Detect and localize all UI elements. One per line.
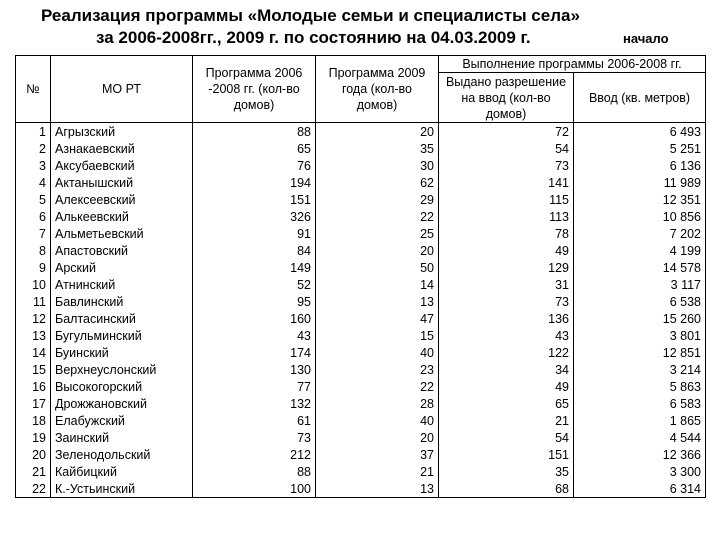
row-permits: 54 bbox=[439, 429, 574, 446]
row-input: 15 260 bbox=[574, 310, 706, 327]
row-program-2009: 29 bbox=[316, 191, 439, 208]
row-number: 22 bbox=[16, 480, 51, 498]
row-number: 10 bbox=[16, 276, 51, 293]
table-row bbox=[16, 276, 706, 293]
row-program-2006: 160 bbox=[193, 310, 316, 327]
row-program-2009: 50 bbox=[316, 259, 439, 276]
row-permits: 122 bbox=[439, 344, 574, 361]
row-number: 16 bbox=[16, 378, 51, 395]
row-permits: 49 bbox=[439, 378, 574, 395]
row-input: 1 865 bbox=[574, 412, 706, 429]
table-row bbox=[16, 463, 706, 480]
row-input: 3 214 bbox=[574, 361, 706, 378]
row-municipality: Елабужский bbox=[51, 412, 193, 429]
table-row bbox=[16, 412, 706, 429]
row-program-2009: 62 bbox=[316, 174, 439, 191]
table-row bbox=[16, 157, 706, 174]
row-program-2009: 20 bbox=[316, 123, 439, 141]
header-permits: Выдано разрешение на ввод (кол-во домов) bbox=[439, 73, 574, 123]
row-program-2009: 20 bbox=[316, 429, 439, 446]
table-row bbox=[16, 378, 706, 395]
row-municipality: Актанышский bbox=[51, 174, 193, 191]
row-municipality: Азнакаевский bbox=[51, 140, 193, 157]
header-number: № bbox=[16, 56, 51, 123]
row-program-2006: 132 bbox=[193, 395, 316, 412]
table-body bbox=[16, 123, 706, 498]
row-municipality: Бугульминский bbox=[51, 327, 193, 344]
row-input: 5 863 bbox=[574, 378, 706, 395]
row-number: 17 bbox=[16, 395, 51, 412]
row-permits: 141 bbox=[439, 174, 574, 191]
row-input: 6 538 bbox=[574, 293, 706, 310]
row-number: 8 bbox=[16, 242, 51, 259]
row-program-2009: 25 bbox=[316, 225, 439, 242]
row-program-2006: 130 bbox=[193, 361, 316, 378]
row-program-2006: 149 bbox=[193, 259, 316, 276]
row-program-2006: 76 bbox=[193, 157, 316, 174]
row-number: 19 bbox=[16, 429, 51, 446]
row-program-2006: 326 bbox=[193, 208, 316, 225]
header-mo: МО РТ bbox=[51, 56, 193, 123]
row-input: 10 856 bbox=[574, 208, 706, 225]
header-program-2009: Программа 2009 года (кол-во домов) bbox=[316, 56, 439, 123]
row-program-2009: 30 bbox=[316, 157, 439, 174]
table-row bbox=[16, 429, 706, 446]
row-program-2009: 37 bbox=[316, 446, 439, 463]
results-table bbox=[15, 55, 706, 498]
page-title: Реализация программы «Молодые семьи и специалисты села» bbox=[41, 6, 580, 25]
row-input: 5 251 bbox=[574, 140, 706, 157]
row-number: 4 bbox=[16, 174, 51, 191]
table-row bbox=[16, 480, 706, 498]
row-permits: 73 bbox=[439, 157, 574, 174]
row-program-2009: 35 bbox=[316, 140, 439, 157]
row-number: 20 bbox=[16, 446, 51, 463]
row-number: 18 bbox=[16, 412, 51, 429]
row-number: 3 bbox=[16, 157, 51, 174]
row-input: 3 117 bbox=[574, 276, 706, 293]
row-number: 21 bbox=[16, 463, 51, 480]
row-input: 14 578 bbox=[574, 259, 706, 276]
row-program-2009: 14 bbox=[316, 276, 439, 293]
row-program-2006: 61 bbox=[193, 412, 316, 429]
table-row bbox=[16, 123, 706, 141]
table-row bbox=[16, 225, 706, 242]
row-program-2009: 21 bbox=[316, 463, 439, 480]
row-permits: 31 bbox=[439, 276, 574, 293]
row-municipality: Кайбицкий bbox=[51, 463, 193, 480]
row-program-2009: 40 bbox=[316, 344, 439, 361]
row-municipality: Агрызский bbox=[51, 123, 193, 141]
row-number: 7 bbox=[16, 225, 51, 242]
table-row bbox=[16, 344, 706, 361]
row-municipality: Алексеевский bbox=[51, 191, 193, 208]
table-row bbox=[16, 361, 706, 378]
row-municipality: Балтасинский bbox=[51, 310, 193, 327]
table-row bbox=[16, 446, 706, 463]
row-input: 3 801 bbox=[574, 327, 706, 344]
page-subtitle: за 2006-2008гг., 2009 г. по состоянию на 04.03.2009 г. bbox=[96, 28, 531, 47]
row-input: 3 300 bbox=[574, 463, 706, 480]
row-input: 12 851 bbox=[574, 344, 706, 361]
row-permits: 129 bbox=[439, 259, 574, 276]
row-municipality: Апастовский bbox=[51, 242, 193, 259]
row-permits: 54 bbox=[439, 140, 574, 157]
row-input: 4 544 bbox=[574, 429, 706, 446]
row-program-2009: 22 bbox=[316, 378, 439, 395]
header-execution: Выполнение программы 2006-2008 гг. bbox=[439, 56, 706, 73]
header-program-2006: Программа 2006 -2008 гг. (кол-во домов) bbox=[193, 56, 316, 123]
row-municipality: Зеленодольский bbox=[51, 446, 193, 463]
table-row bbox=[16, 293, 706, 310]
row-permits: 136 bbox=[439, 310, 574, 327]
row-permits: 49 bbox=[439, 242, 574, 259]
row-municipality: Буинский bbox=[51, 344, 193, 361]
row-program-2009: 23 bbox=[316, 361, 439, 378]
row-input: 12 351 bbox=[574, 191, 706, 208]
row-program-2006: 77 bbox=[193, 378, 316, 395]
row-number: 6 bbox=[16, 208, 51, 225]
row-program-2006: 91 bbox=[193, 225, 316, 242]
row-program-2006: 212 bbox=[193, 446, 316, 463]
row-permits: 68 bbox=[439, 480, 574, 498]
row-input: 6 314 bbox=[574, 480, 706, 498]
row-program-2009: 47 bbox=[316, 310, 439, 327]
row-permits: 78 bbox=[439, 225, 574, 242]
row-program-2006: 88 bbox=[193, 123, 316, 141]
row-input: 4 199 bbox=[574, 242, 706, 259]
row-municipality: Бавлинский bbox=[51, 293, 193, 310]
header-input: Ввод (кв. метров) bbox=[574, 73, 706, 123]
row-permits: 73 bbox=[439, 293, 574, 310]
row-program-2009: 13 bbox=[316, 293, 439, 310]
table-row bbox=[16, 310, 706, 327]
row-municipality: Дрожжановский bbox=[51, 395, 193, 412]
start-link[interactable]: начало bbox=[623, 31, 669, 46]
row-number: 9 bbox=[16, 259, 51, 276]
row-municipality: К.-Устьинский bbox=[51, 480, 193, 498]
row-program-2009: 40 bbox=[316, 412, 439, 429]
row-municipality: Алькеевский bbox=[51, 208, 193, 225]
row-number: 15 bbox=[16, 361, 51, 378]
row-permits: 65 bbox=[439, 395, 574, 412]
row-program-2006: 52 bbox=[193, 276, 316, 293]
row-municipality: Заинский bbox=[51, 429, 193, 446]
row-program-2006: 65 bbox=[193, 140, 316, 157]
row-program-2006: 194 bbox=[193, 174, 316, 191]
table-row bbox=[16, 140, 706, 157]
table-row bbox=[16, 242, 706, 259]
row-municipality: Арский bbox=[51, 259, 193, 276]
table-row bbox=[16, 174, 706, 191]
row-municipality: Альметьевский bbox=[51, 225, 193, 242]
row-permits: 34 bbox=[439, 361, 574, 378]
row-program-2006: 73 bbox=[193, 429, 316, 446]
row-program-2006: 43 bbox=[193, 327, 316, 344]
table-row bbox=[16, 327, 706, 344]
row-program-2009: 13 bbox=[316, 480, 439, 498]
row-program-2009: 28 bbox=[316, 395, 439, 412]
table-row bbox=[16, 191, 706, 208]
row-input: 11 989 bbox=[574, 174, 706, 191]
row-permits: 35 bbox=[439, 463, 574, 480]
row-number: 12 bbox=[16, 310, 51, 327]
row-municipality: Аксубаевский bbox=[51, 157, 193, 174]
row-permits: 113 bbox=[439, 208, 574, 225]
row-input: 6 136 bbox=[574, 157, 706, 174]
row-program-2006: 84 bbox=[193, 242, 316, 259]
row-input: 7 202 bbox=[574, 225, 706, 242]
row-number: 13 bbox=[16, 327, 51, 344]
row-permits: 115 bbox=[439, 191, 574, 208]
row-municipality: Верхнеуслонский bbox=[51, 361, 193, 378]
table-row bbox=[16, 208, 706, 225]
row-permits: 151 bbox=[439, 446, 574, 463]
row-program-2006: 151 bbox=[193, 191, 316, 208]
row-municipality: Атнинский bbox=[51, 276, 193, 293]
row-number: 2 bbox=[16, 140, 51, 157]
row-program-2006: 88 bbox=[193, 463, 316, 480]
row-input: 6 583 bbox=[574, 395, 706, 412]
row-program-2009: 15 bbox=[316, 327, 439, 344]
table-row bbox=[16, 259, 706, 276]
row-number: 5 bbox=[16, 191, 51, 208]
row-program-2009: 20 bbox=[316, 242, 439, 259]
row-permits: 43 bbox=[439, 327, 574, 344]
table-row bbox=[16, 395, 706, 412]
row-program-2006: 95 bbox=[193, 293, 316, 310]
row-input: 6 493 bbox=[574, 123, 706, 141]
row-number: 14 bbox=[16, 344, 51, 361]
row-permits: 72 bbox=[439, 123, 574, 141]
row-program-2006: 100 bbox=[193, 480, 316, 498]
row-program-2006: 174 bbox=[193, 344, 316, 361]
row-number: 11 bbox=[16, 293, 51, 310]
row-input: 12 366 bbox=[574, 446, 706, 463]
row-permits: 21 bbox=[439, 412, 574, 429]
row-program-2009: 22 bbox=[316, 208, 439, 225]
row-municipality: Высокогорский bbox=[51, 378, 193, 395]
row-number: 1 bbox=[16, 123, 51, 141]
